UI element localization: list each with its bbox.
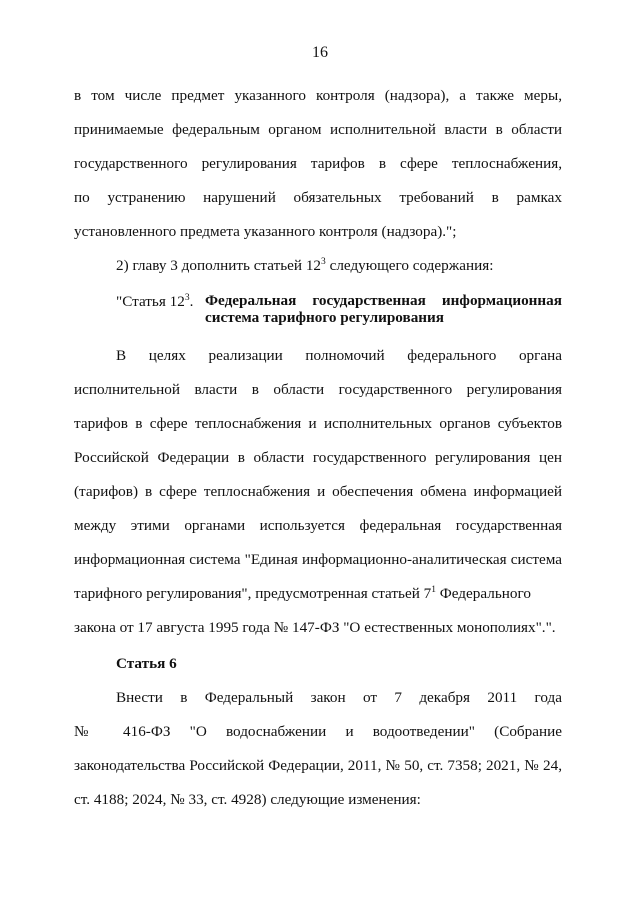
article-label-dot: . <box>189 293 194 310</box>
article-12-3-heading <box>116 292 562 332</box>
text-line: установленного предмета указанного контроля (надзора)."; <box>74 223 457 240</box>
text-segment: тарифного регулирования", предусмотренная статьей 7 <box>74 585 432 602</box>
text-line: по устранению нарушений обязательных требований в рамках <box>74 189 562 206</box>
text-line: Российской Федерации в области государственного регулирования цен <box>74 449 562 466</box>
amendment-item-2 <box>116 256 562 276</box>
text-line: закона от 17 августа 1995 года № 147-ФЗ "О естественных монополиях".". <box>74 619 556 636</box>
superscript: 3 <box>321 257 326 267</box>
superscript: 1 <box>431 585 436 595</box>
item-text: следующего содержания: <box>325 257 494 274</box>
text-line: № 416-ФЗ "О водоснабжении и водоотведении" (Собрание <box>74 723 562 740</box>
text-line: между этими органами используется федеральная государственная <box>74 517 562 534</box>
article-label-text: "Статья 12 <box>116 293 185 310</box>
text-line: принимаемые федеральным органом исполнительной власти в области <box>74 121 562 138</box>
article-title-line: система тарифного регулирования <box>205 309 445 326</box>
text-line: тарифов в сфере теплоснабжения и исполнительных органов субъектов <box>74 415 562 432</box>
page-number: 16 <box>312 44 328 61</box>
article-label <box>116 292 193 312</box>
text-line: ст. 4188; 2024, № 33, ст. 4928) следующие изменения: <box>74 791 421 808</box>
text-line: исполнительной власти в области государственного регулирования <box>74 381 562 398</box>
text-line: законодательства Российской Федерации, 2011, № 50, ст. 7358; 2021, № 24, <box>74 757 562 774</box>
text-line: в том числе предмет указанного контроля (надзора), а также меры, <box>74 87 562 104</box>
article-6-heading: Статья 6 <box>116 655 177 672</box>
superscript: 3 <box>184 293 190 303</box>
article-title-line: Федеральная государственная информационная <box>205 292 562 309</box>
item-text: 2) главу 3 дополнить статьей 12 <box>116 257 322 274</box>
text-line: (тарифов) в сфере теплоснабжения и обеспечения обмена информацией <box>74 483 562 500</box>
text-line <box>74 584 562 604</box>
text-line: В целях реализации полномочий федерального органа <box>116 347 562 364</box>
text-line: государственного регулирования тарифов в сфере теплоснабжения, <box>74 155 562 172</box>
text-line: информационная система "Единая информационно-аналитическая система <box>74 551 562 568</box>
text-segment: Федерального <box>435 585 531 602</box>
article-title <box>205 292 562 326</box>
text-line: Внести в Федеральный закон от 7 декабря 2011 года <box>116 689 562 706</box>
